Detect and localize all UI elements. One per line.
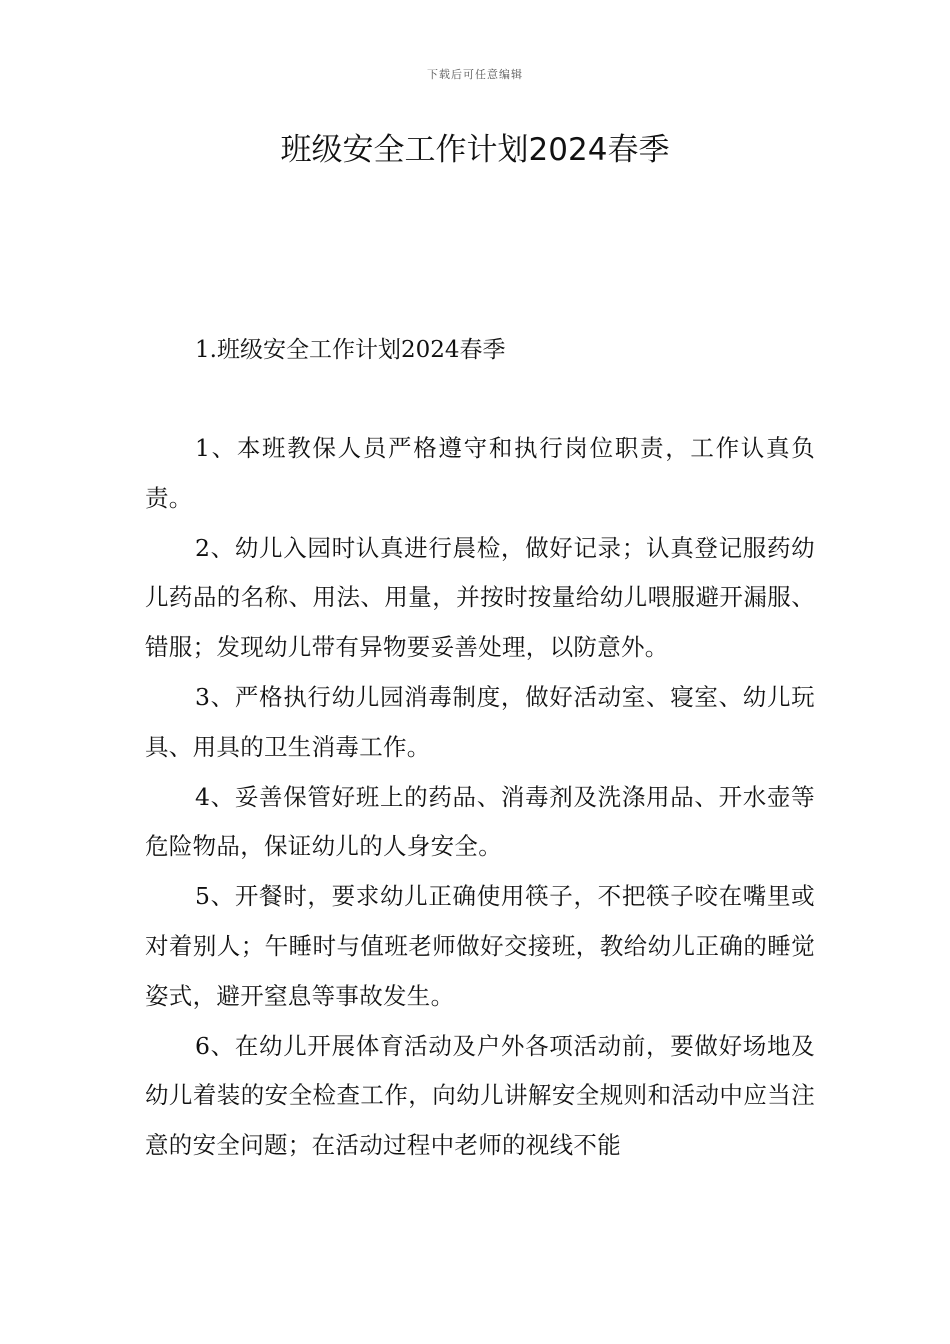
- document-body: [145, 424, 815, 1171]
- paragraph: 1、本班教保人员严格遵守和执行岗位职责，工作认真负责。: [145, 434, 815, 512]
- paragraph: 2、幼儿入园时认真进行晨检，做好记录；认真登记服药幼儿药品的名称、用法、用量，并按时按量给幼儿喂服避开漏服、错服；发现幼儿带有异物要妥善处理，以防意外。: [145, 533, 815, 662]
- header-note: 下载后可任意编辑: [427, 68, 523, 81]
- paragraph: 6、在幼儿开展体育活动及户外各项活动前，要做好场地及幼儿着装的安全检查工作，向幼儿讲解安全规则和活动中应当注意的安全问题；在活动过程中老师的视线不能: [145, 1031, 815, 1160]
- paragraph: 3、严格执行幼儿园消毒制度，做好活动室、寝室、幼儿玩具、用具的卫生消毒工作。: [145, 682, 815, 761]
- document-title: 班级安全工作计划2024春季: [280, 132, 670, 168]
- section-title: 1.班级安全工作计划2024春季: [195, 337, 506, 363]
- paragraph: 5、开餐时，要求幼儿正确使用筷子，不把筷子咬在嘴里或对着别人；午睡时与值班老师做好交接班，教给幼儿正确的睡觉姿式，避开窒息等事故发生。: [145, 882, 815, 1010]
- paragraph: 4、妥善保管好班上的药品、消毒剂及洗涤用品、开水壶等危险物品，保证幼儿的人身安全。: [145, 782, 815, 861]
